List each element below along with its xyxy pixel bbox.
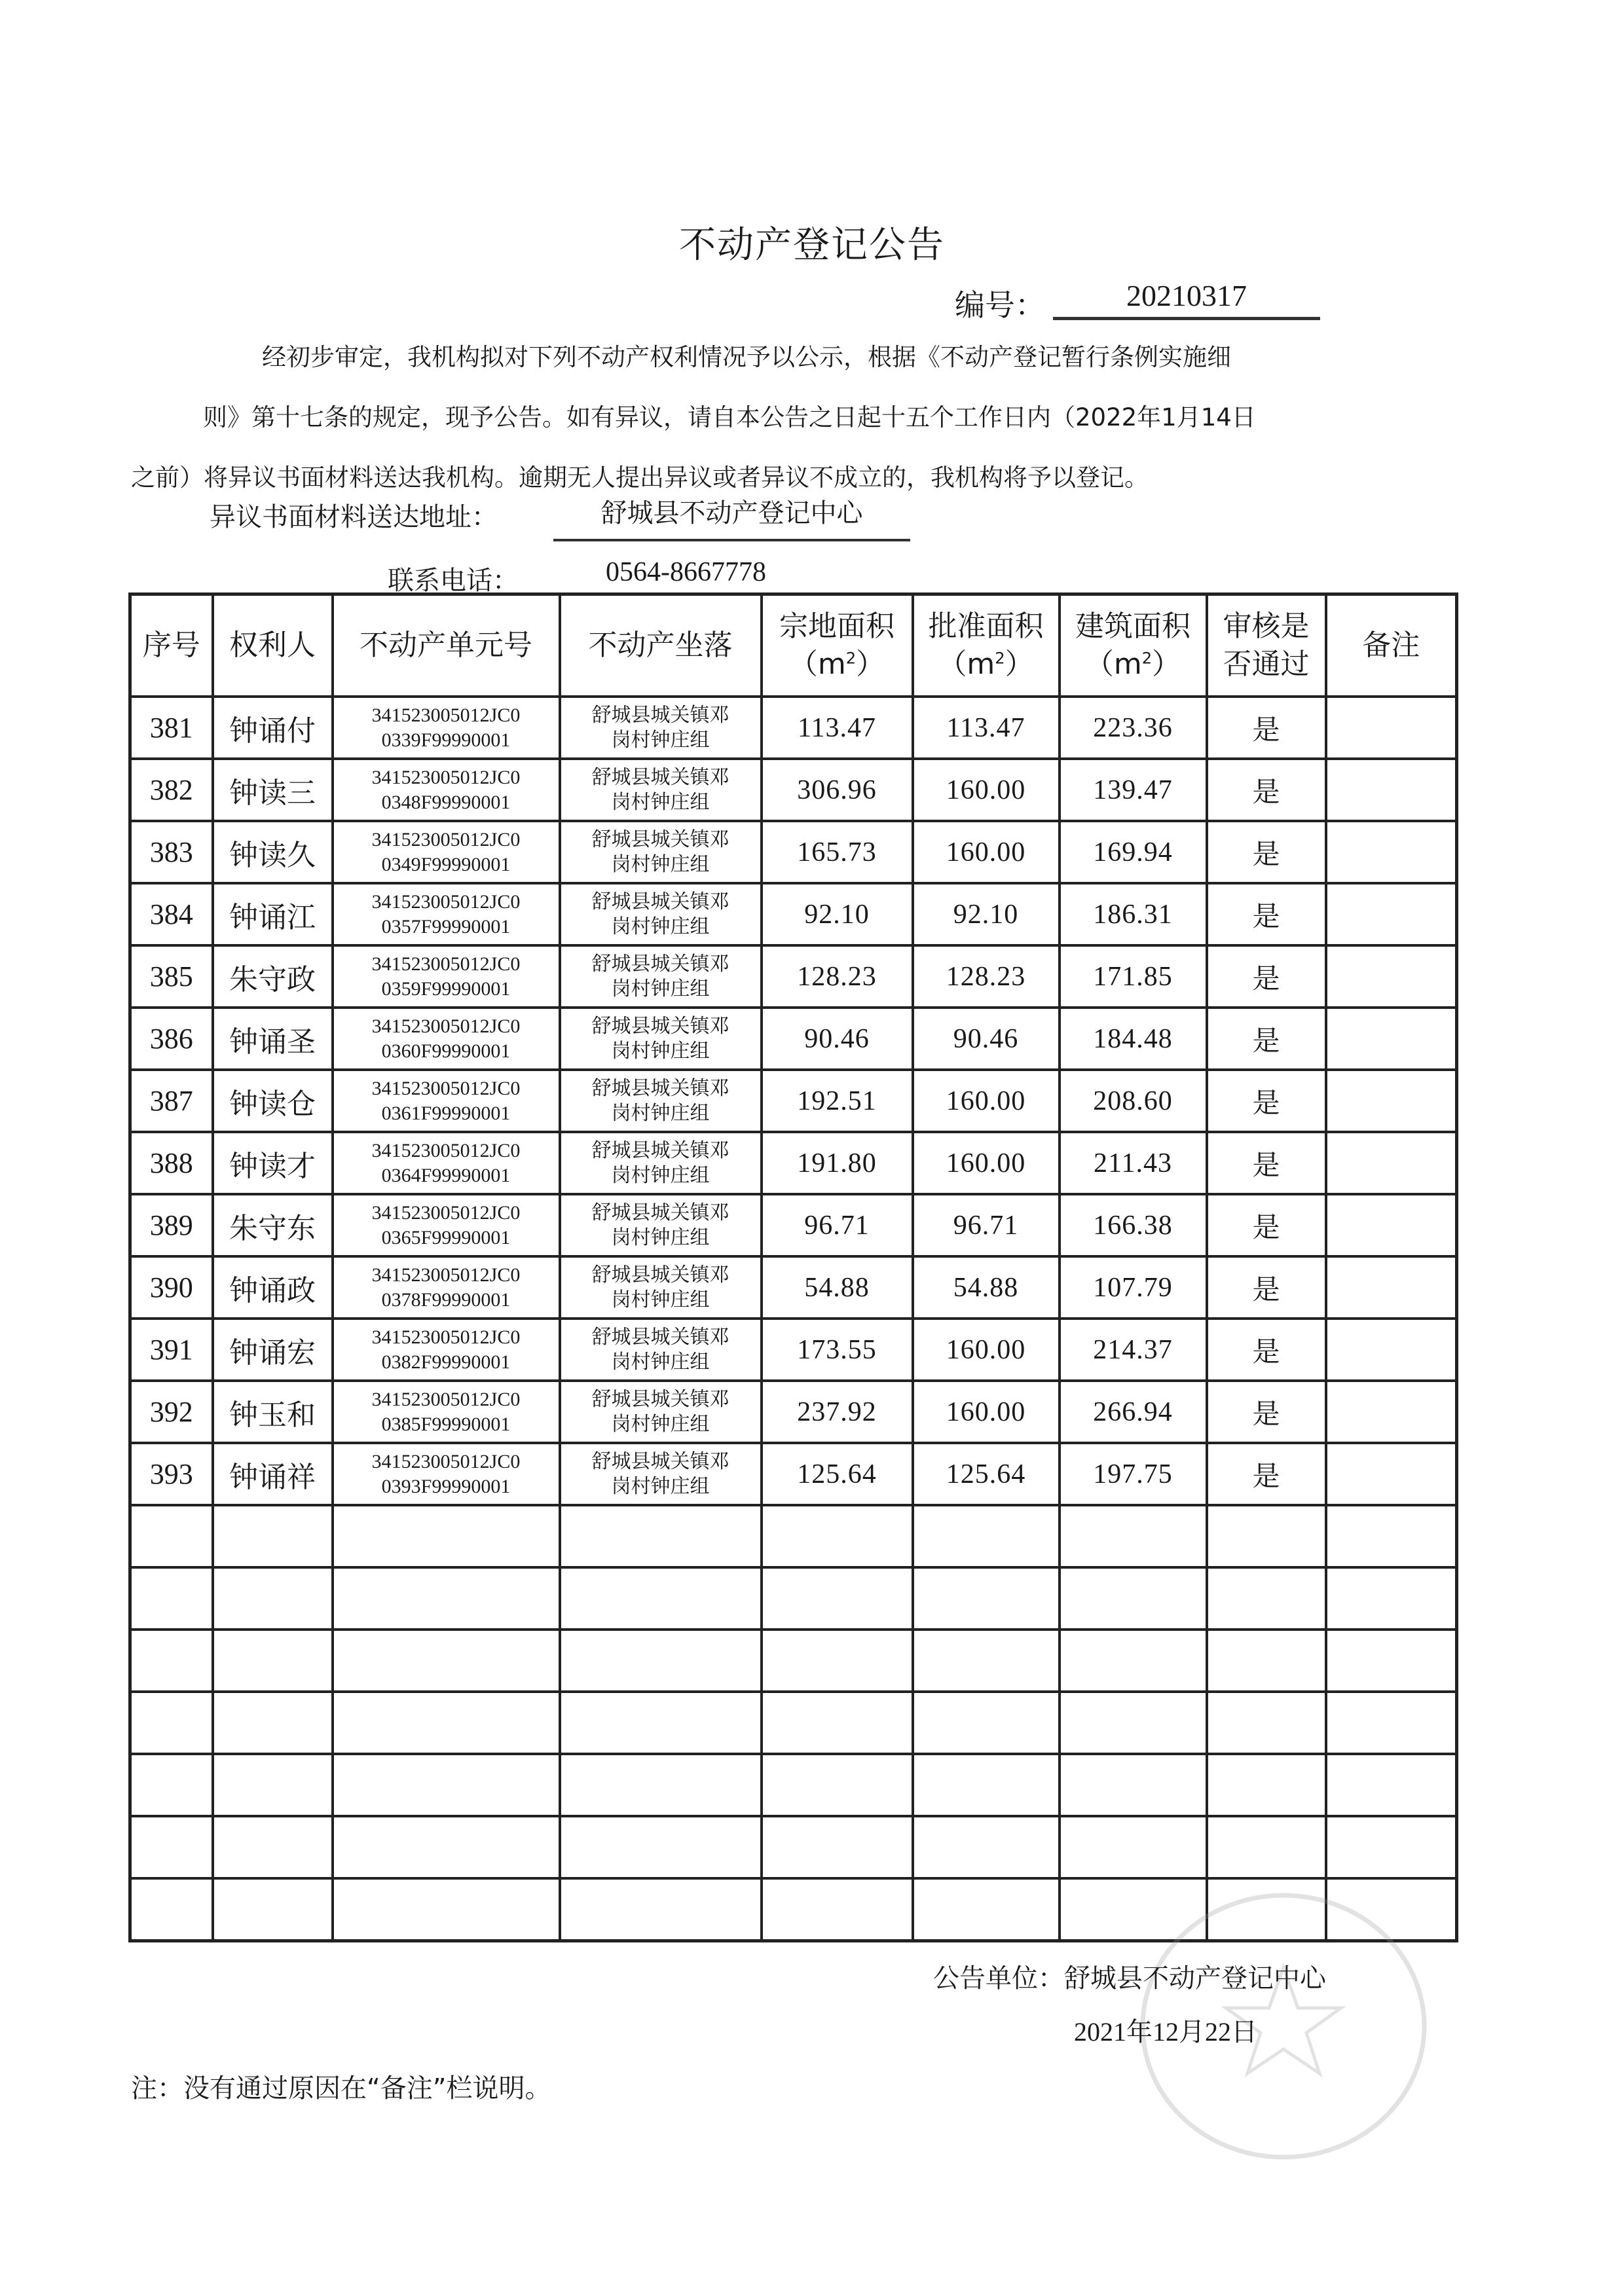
location-line-1: 舒城县城关镇邓 <box>591 1387 729 1411</box>
empty-cell <box>1207 1692 1326 1754</box>
empty-cell <box>130 1505 213 1567</box>
location-line-2: 岗村钟庄组 <box>611 915 710 938</box>
unit-no-line-2: 0382F99990001 <box>381 1351 511 1373</box>
cell-location <box>560 1443 762 1505</box>
location-line-1: 舒城县城关镇邓 <box>591 1076 729 1100</box>
cell-approved-area: 90.46 <box>913 1008 1060 1070</box>
location-line-1: 舒城县城关镇邓 <box>591 890 729 913</box>
cell-seq: 386 <box>130 1008 213 1070</box>
table-row <box>130 1070 1457 1132</box>
cell-owner: 钟读久 <box>213 821 333 883</box>
cell-unit-no <box>333 821 560 883</box>
empty-table-row <box>130 1630 1457 1692</box>
unit-no-line-2: 0359F99990001 <box>381 977 511 1000</box>
empty-cell <box>762 1630 913 1692</box>
header-review-passed <box>1207 594 1326 697</box>
empty-cell <box>560 1816 762 1878</box>
empty-cell <box>1060 1505 1207 1567</box>
location-line-2: 岗村钟庄组 <box>611 1350 710 1374</box>
cell-seq: 384 <box>130 883 213 945</box>
header-approved-area <box>913 594 1060 697</box>
cell-remarks <box>1326 1132 1457 1194</box>
cell-seq: 389 <box>130 1194 213 1256</box>
issuing-unit <box>933 1958 1326 1995</box>
empty-cell <box>1207 1754 1326 1816</box>
empty-cell <box>213 1816 333 1878</box>
cell-building-area: 211.43 <box>1060 1132 1207 1194</box>
empty-cell <box>1060 1692 1207 1754</box>
unit-no-line-1: 341523005012JC0 <box>371 1139 521 1161</box>
cell-owner: 钟读三 <box>213 759 333 821</box>
cell-seq: 390 <box>130 1256 213 1319</box>
empty-cell <box>333 1505 560 1567</box>
table-row <box>130 759 1457 821</box>
unit-suffix: ） <box>856 647 885 681</box>
table-row <box>130 821 1457 883</box>
header-review-line-2: 否通过 <box>1223 647 1310 681</box>
empty-cell <box>560 1567 762 1630</box>
empty-cell <box>333 1816 560 1878</box>
document-number-label: 编号： <box>955 287 1045 323</box>
cell-approved-area: 160.00 <box>913 1132 1060 1194</box>
cell-remarks <box>1326 759 1457 821</box>
header-land-area <box>762 594 913 697</box>
empty-cell <box>213 1567 333 1630</box>
empty-cell <box>1326 1754 1457 1816</box>
header-approved-area-unit <box>914 646 1058 683</box>
cell-unit-no <box>333 1008 560 1070</box>
unit-no-line-2: 0357F99990001 <box>381 915 511 938</box>
table-row <box>130 1319 1457 1381</box>
cell-approved-area: 160.00 <box>913 1381 1060 1443</box>
cell-unit-no <box>333 697 560 759</box>
cell-owner: 朱守政 <box>213 945 333 1008</box>
paragraph-line-3: 之前）将异议书面材料送达我机构。逾期无人提出异议或者异议不成立的，我机构将予以登记。 <box>131 464 1149 492</box>
cell-unit-no <box>333 1381 560 1443</box>
location-line-2: 岗村钟庄组 <box>611 1226 710 1249</box>
footer-note: 注：没有通过原因在“备注”栏说明。 <box>131 2073 551 2104</box>
cell-remarks <box>1326 821 1457 883</box>
empty-table-row <box>130 1754 1457 1816</box>
table-row <box>130 1443 1457 1505</box>
location-line-2: 岗村钟庄组 <box>611 852 710 876</box>
cell-land-area: 306.96 <box>762 759 913 821</box>
unit-no-line-2: 0364F99990001 <box>381 1164 511 1186</box>
header-building-area-unit <box>1061 646 1206 683</box>
location-line-1: 舒城县城关镇邓 <box>591 765 729 789</box>
header-seq: 序号 <box>130 594 213 697</box>
unit-no-line-1: 341523005012JC0 <box>371 890 521 913</box>
cell-owner: 钟玉和 <box>213 1381 333 1443</box>
empty-cell <box>130 1754 213 1816</box>
cell-review-passed: 是 <box>1207 1070 1326 1132</box>
cell-land-area: 92.10 <box>762 883 913 945</box>
cell-building-area: 223.36 <box>1060 697 1207 759</box>
cell-location <box>560 821 762 883</box>
cell-seq: 387 <box>130 1070 213 1132</box>
location-line-1: 舒城县城关镇邓 <box>591 1201 729 1224</box>
cell-owner: 钟读才 <box>213 1132 333 1194</box>
unit-no-line-2: 0360F99990001 <box>381 1040 511 1062</box>
cell-review-passed: 是 <box>1207 759 1326 821</box>
cell-seq: 388 <box>130 1132 213 1194</box>
empty-table-row <box>130 1878 1457 1941</box>
cell-unit-no <box>333 759 560 821</box>
cell-land-area: 96.71 <box>762 1194 913 1256</box>
cell-approved-area: 160.00 <box>913 821 1060 883</box>
paragraph-line-1: 经初步审定，我机构拟对下列不动产权利情况予以公示，根据《不动产登记暂行条例实施细 <box>262 343 1231 371</box>
unit-prefix: （m <box>938 647 995 681</box>
unit-no-line-2: 0339F99990001 <box>381 729 511 751</box>
cell-location <box>560 1008 762 1070</box>
announcement-paragraph <box>131 327 1375 508</box>
empty-cell <box>913 1692 1060 1754</box>
location-line-1: 舒城县城关镇邓 <box>591 1325 729 1349</box>
location-line-2: 岗村钟庄组 <box>611 1474 710 1498</box>
cell-review-passed: 是 <box>1207 1319 1326 1381</box>
unit-prefix: （m <box>1084 647 1142 681</box>
empty-cell <box>762 1505 913 1567</box>
empty-table-row <box>130 1505 1457 1567</box>
cell-owner: 钟诵圣 <box>213 1008 333 1070</box>
cell-unit-no <box>333 1443 560 1505</box>
unit-no-line-2: 0378F99990001 <box>381 1288 511 1311</box>
unit-no-line-2: 0393F99990001 <box>381 1475 511 1497</box>
cell-land-area: 125.64 <box>762 1443 913 1505</box>
empty-cell <box>130 1567 213 1630</box>
cell-approved-area: 113.47 <box>913 697 1060 759</box>
empty-cell <box>1060 1630 1207 1692</box>
location-line-2: 岗村钟庄组 <box>611 1288 710 1311</box>
table-row <box>130 945 1457 1008</box>
empty-table-row <box>130 1567 1457 1630</box>
paragraph-line-2: 则》第十七条的规定，现予公告。如有异议，请自本公告之日起十五个工作日内（2022年1月14日 <box>203 403 1256 431</box>
empty-cell <box>130 1630 213 1692</box>
objection-address-label: 异议书面材料送达地址： <box>210 502 498 532</box>
empty-cell <box>560 1878 762 1941</box>
empty-cell <box>1207 1505 1326 1567</box>
empty-cell <box>762 1816 913 1878</box>
header-building-area <box>1060 594 1207 697</box>
cell-building-area: 171.85 <box>1060 945 1207 1008</box>
cell-approved-area: 125.64 <box>913 1443 1060 1505</box>
cell-remarks <box>1326 697 1457 759</box>
empty-table-row <box>130 1816 1457 1878</box>
table-row <box>130 1381 1457 1443</box>
cell-building-area: 107.79 <box>1060 1256 1207 1319</box>
table-row <box>130 883 1457 945</box>
empty-cell <box>213 1630 333 1692</box>
empty-cell <box>333 1630 560 1692</box>
cell-review-passed: 是 <box>1207 821 1326 883</box>
cell-review-passed: 是 <box>1207 1132 1326 1194</box>
empty-cell <box>913 1754 1060 1816</box>
cell-location <box>560 1381 762 1443</box>
cell-location <box>560 883 762 945</box>
location-line-1: 舒城县城关镇邓 <box>591 828 729 851</box>
empty-cell <box>560 1505 762 1567</box>
cell-owner: 朱守东 <box>213 1194 333 1256</box>
cell-approved-area: 160.00 <box>913 759 1060 821</box>
cell-approved-area: 160.00 <box>913 1319 1060 1381</box>
contact-phone-value: 0564-8667778 <box>606 557 766 587</box>
cell-seq: 385 <box>130 945 213 1008</box>
empty-cell <box>333 1567 560 1630</box>
location-line-2: 岗村钟庄组 <box>611 1412 710 1436</box>
empty-cell <box>1326 1816 1457 1878</box>
unit-no-line-2: 0348F99990001 <box>381 791 511 813</box>
cell-location <box>560 1194 762 1256</box>
header-unit-no: 不动产单元号 <box>333 594 560 697</box>
cell-review-passed: 是 <box>1207 1008 1326 1070</box>
cell-approved-area: 54.88 <box>913 1256 1060 1319</box>
page-title: 不动产登记公告 <box>679 224 945 266</box>
location-line-2: 岗村钟庄组 <box>611 1101 710 1125</box>
table-row <box>130 1132 1457 1194</box>
unit-no-line-1: 341523005012JC0 <box>371 828 521 850</box>
empty-cell <box>1060 1878 1207 1941</box>
unit-suffix: ） <box>1005 647 1034 681</box>
cell-approved-area: 160.00 <box>913 1070 1060 1132</box>
cell-seq: 391 <box>130 1319 213 1381</box>
cell-review-passed: 是 <box>1207 1194 1326 1256</box>
table-row <box>130 1194 1457 1256</box>
unit-no-line-2: 0385F99990001 <box>381 1413 511 1435</box>
cell-owner: 钟诵付 <box>213 697 333 759</box>
cell-land-area: 113.47 <box>762 697 913 759</box>
unit-no-line-1: 341523005012JC0 <box>371 1388 521 1410</box>
unit-no-line-1: 341523005012JC0 <box>371 1450 521 1472</box>
cell-unit-no <box>333 883 560 945</box>
unit-sup: 2 <box>845 649 857 668</box>
cell-seq: 381 <box>130 697 213 759</box>
cell-location <box>560 1319 762 1381</box>
unit-sup: 2 <box>1141 649 1153 668</box>
cell-unit-no <box>333 1319 560 1381</box>
cell-unit-no <box>333 1256 560 1319</box>
unit-no-line-2: 0361F99990001 <box>381 1102 511 1124</box>
table-row <box>130 1008 1457 1070</box>
location-line-2: 岗村钟庄组 <box>611 1039 710 1063</box>
objection-address-value: 舒城县不动产登记中心 <box>553 492 910 541</box>
unit-no-line-1: 341523005012JC0 <box>371 1326 521 1348</box>
empty-table-row <box>130 1692 1457 1754</box>
cell-remarks <box>1326 1319 1457 1381</box>
location-line-1: 舒城县城关镇邓 <box>591 952 729 975</box>
cell-remarks <box>1326 1008 1457 1070</box>
cell-location <box>560 1256 762 1319</box>
table-row <box>130 697 1457 759</box>
cell-remarks <box>1326 1194 1457 1256</box>
cell-land-area: 128.23 <box>762 945 913 1008</box>
empty-cell <box>1326 1878 1457 1941</box>
cell-land-area: 237.92 <box>762 1381 913 1443</box>
location-line-1: 舒城县城关镇邓 <box>591 1263 729 1286</box>
empty-cell <box>213 1692 333 1754</box>
cell-remarks <box>1326 945 1457 1008</box>
cell-seq: 393 <box>130 1443 213 1505</box>
unit-prefix: （m <box>788 647 846 681</box>
contact-phone-label: 联系电话： <box>388 566 519 596</box>
header-review-line-1: 审核是 <box>1223 610 1310 643</box>
location-line-1: 舒城县城关镇邓 <box>591 1139 729 1162</box>
cell-seq: 383 <box>130 821 213 883</box>
cell-review-passed: 是 <box>1207 883 1326 945</box>
empty-cell <box>333 1692 560 1754</box>
empty-cell <box>333 1754 560 1816</box>
empty-cell <box>213 1878 333 1941</box>
empty-cell <box>130 1878 213 1941</box>
empty-cell <box>213 1754 333 1816</box>
empty-cell <box>560 1630 762 1692</box>
empty-cell <box>1207 1567 1326 1630</box>
empty-cell <box>130 1816 213 1878</box>
unit-no-line-2: 0365F99990001 <box>381 1226 511 1248</box>
empty-cell <box>913 1816 1060 1878</box>
cell-land-area: 165.73 <box>762 821 913 883</box>
empty-cell <box>1060 1567 1207 1630</box>
cell-seq: 392 <box>130 1381 213 1443</box>
cell-location <box>560 1070 762 1132</box>
cell-location <box>560 945 762 1008</box>
issue-date: 2021年12月22日 <box>1074 2017 1257 2047</box>
cell-unit-no <box>333 1132 560 1194</box>
cell-remarks <box>1326 1381 1457 1443</box>
empty-cell <box>762 1692 913 1754</box>
table-body <box>130 697 1457 1941</box>
cell-remarks <box>1326 1070 1457 1132</box>
registration-table <box>128 592 1458 1942</box>
header-approved-area-label: 批准面积 <box>928 610 1044 643</box>
empty-cell <box>1326 1505 1457 1567</box>
cell-seq: 382 <box>130 759 213 821</box>
unit-no-line-1: 341523005012JC0 <box>371 1015 521 1037</box>
cell-unit-no <box>333 1194 560 1256</box>
cell-remarks <box>1326 1256 1457 1319</box>
empty-cell <box>913 1878 1060 1941</box>
unit-suffix: ） <box>1152 647 1181 681</box>
unit-no-line-1: 341523005012JC0 <box>371 1264 521 1286</box>
empty-cell <box>1060 1816 1207 1878</box>
cell-land-area: 191.80 <box>762 1132 913 1194</box>
header-land-area-label: 宗地面积 <box>779 610 895 643</box>
empty-cell <box>1207 1878 1326 1941</box>
empty-cell <box>762 1567 913 1630</box>
location-line-2: 岗村钟庄组 <box>611 1163 710 1187</box>
cell-review-passed: 是 <box>1207 697 1326 759</box>
cell-unit-no <box>333 945 560 1008</box>
cell-review-passed: 是 <box>1207 1381 1326 1443</box>
empty-cell <box>1326 1692 1457 1754</box>
location-line-1: 舒城县城关镇邓 <box>591 1449 729 1473</box>
empty-cell <box>213 1505 333 1567</box>
cell-building-area: 208.60 <box>1060 1070 1207 1132</box>
unit-sup: 2 <box>995 649 1005 668</box>
cell-land-area: 90.46 <box>762 1008 913 1070</box>
cell-unit-no <box>333 1070 560 1132</box>
cell-building-area: 169.94 <box>1060 821 1207 883</box>
location-line-1: 舒城县城关镇邓 <box>591 1014 729 1038</box>
empty-cell <box>1207 1816 1326 1878</box>
unit-no-line-1: 341523005012JC0 <box>371 1201 521 1224</box>
empty-cell <box>1060 1754 1207 1816</box>
cell-owner: 钟诵江 <box>213 883 333 945</box>
table-header-row <box>130 594 1457 697</box>
cell-land-area: 54.88 <box>762 1256 913 1319</box>
cell-review-passed: 是 <box>1207 1443 1326 1505</box>
empty-cell <box>913 1567 1060 1630</box>
cell-approved-area: 96.71 <box>913 1194 1060 1256</box>
empty-cell <box>1326 1567 1457 1630</box>
unit-no-line-1: 341523005012JC0 <box>371 766 521 788</box>
location-line-2: 岗村钟庄组 <box>611 790 710 814</box>
header-building-area-label: 建筑面积 <box>1075 610 1190 643</box>
location-line-2: 岗村钟庄组 <box>611 977 710 1000</box>
empty-cell <box>1207 1630 1326 1692</box>
empty-cell <box>913 1630 1060 1692</box>
cell-owner: 钟诵祥 <box>213 1443 333 1505</box>
cell-land-area: 173.55 <box>762 1319 913 1381</box>
unit-no-line-1: 341523005012JC0 <box>371 704 521 726</box>
cell-location <box>560 759 762 821</box>
empty-cell <box>762 1878 913 1941</box>
header-owner: 权利人 <box>213 594 333 697</box>
issuing-unit-value: 舒城县不动产登记中心 <box>1064 1963 1326 1994</box>
document-number-value: 20210317 <box>1053 278 1320 320</box>
cell-owner: 钟诵宏 <box>213 1319 333 1381</box>
issuing-unit-label: 公告单位： <box>933 1963 1064 1994</box>
empty-cell <box>560 1692 762 1754</box>
empty-cell <box>1326 1630 1457 1692</box>
cell-review-passed: 是 <box>1207 945 1326 1008</box>
empty-cell <box>130 1692 213 1754</box>
table-row <box>130 1256 1457 1319</box>
cell-building-area: 186.31 <box>1060 883 1207 945</box>
cell-building-area: 214.37 <box>1060 1319 1207 1381</box>
cell-location <box>560 697 762 759</box>
cell-review-passed: 是 <box>1207 1256 1326 1319</box>
cell-approved-area: 92.10 <box>913 883 1060 945</box>
cell-building-area: 139.47 <box>1060 759 1207 821</box>
cell-approved-area: 128.23 <box>913 945 1060 1008</box>
empty-cell <box>762 1754 913 1816</box>
empty-cell <box>560 1754 762 1816</box>
cell-building-area: 184.48 <box>1060 1008 1207 1070</box>
cell-owner: 钟诵政 <box>213 1256 333 1319</box>
location-line-1: 舒城县城关镇邓 <box>591 703 729 727</box>
header-land-area-unit <box>763 646 912 683</box>
empty-cell <box>333 1878 560 1941</box>
cell-owner: 钟读仓 <box>213 1070 333 1132</box>
cell-remarks <box>1326 883 1457 945</box>
location-line-2: 岗村钟庄组 <box>611 728 710 752</box>
cell-location <box>560 1132 762 1194</box>
cell-building-area: 166.38 <box>1060 1194 1207 1256</box>
unit-no-line-2: 0349F99990001 <box>381 853 511 875</box>
unit-no-line-1: 341523005012JC0 <box>371 1077 521 1099</box>
cell-land-area: 192.51 <box>762 1070 913 1132</box>
unit-no-line-1: 341523005012JC0 <box>371 953 521 975</box>
header-location: 不动产坐落 <box>560 594 762 697</box>
cell-remarks <box>1326 1443 1457 1505</box>
empty-cell <box>913 1505 1060 1567</box>
cell-building-area: 266.94 <box>1060 1381 1207 1443</box>
header-remarks: 备注 <box>1326 594 1457 697</box>
cell-building-area: 197.75 <box>1060 1443 1207 1505</box>
